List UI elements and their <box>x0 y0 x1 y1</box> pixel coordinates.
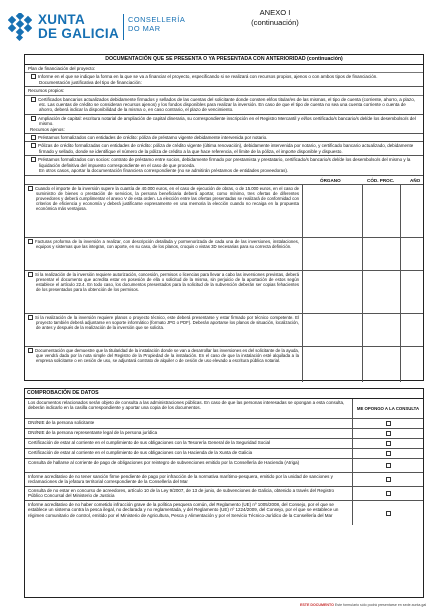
oppose-checkbox[interactable] <box>386 511 391 516</box>
organ-cell[interactable] <box>303 185 363 237</box>
partner-loans-checkbox[interactable] <box>31 157 36 162</box>
annex-subtitle: (continuación) <box>251 18 299 27</box>
procedure-code-header: CÓD. PROC. <box>367 177 395 183</box>
dept-line-1: CONSELLERÍA <box>128 15 186 24</box>
plan-justification: Documentación justificativa del tipo de financiación: <box>39 79 142 85</box>
section-title: DOCUMENTACIÓN QUE SE PRESENTA O YA PRESENTADA CON ANTERIORIDAD (continuación) <box>25 55 423 65</box>
check-row: DNI/NIE de la persona representante legal de la persona jurídica <box>25 429 423 439</box>
year-cell[interactable] <box>401 238 423 270</box>
organ-cell[interactable] <box>303 347 363 382</box>
own-resources-item-2: Ampliación de capital: escritura notarial de ampliación de capital dineraria, su correspondiente inscripción en el Registro Mercantil y el/los certificado/s bancario/s del/de los desembolso/s del mismo. Recursos ajenos: <box>25 115 423 134</box>
external-resources-item-3: Préstamos formalizados con socios: contrato de préstamo entre socios, debidamente firmado por prestamista y prestatario, certificado/s bancario/s del/de los desembolso/s del mismo y la liquidación definitiva del impuesto correspondiente en el caso de que proceda. En otros casos, aportar la documentación financiera correspondiente (no se admitirán préstamos de entidades proveedoras). <box>25 156 423 175</box>
oppose-checkbox[interactable] <box>386 451 391 456</box>
check-title: COMPROBACIÓN DE DATOS <box>25 389 423 399</box>
check-intro: Los documentos relacionados serán objeto de consulta a las administraciones públicas. En caso de que las personas interesadas se opongan a esta consulta, deberán indicarlo en la casilla correspondiente y aportar una copia de los documentos. <box>25 399 353 418</box>
grid-checkbox[interactable] <box>28 239 33 244</box>
organ-header: ÓRGANO <box>320 177 341 183</box>
grid-row: Si la realización de la inversión requiere planos o proyecto técnico, este deberá presentarse y estar firmado por técnico competente. El proyecto también deberá adjuntarse en soporte informático (formato JPG o PDF). Deberán aportarse los planos de situación, localización, de antes y después de la realización de la inversión que se solicita. <box>25 314 423 347</box>
own-resources-label: Recursos propios: <box>25 87 423 95</box>
check-row: Certificación de estar al corriente en el cumplimiento de sus obligaciones con la Tesorería General de la Seguridad Social <box>25 439 423 449</box>
check-row: Informe acreditativo de no haber cometido infracción grave de la política pesquera común, del Reglamento (UE) nº 1005/2008, del Consejo, por el que se establece un sistema contra la pesca ilegal, no declarada y no reglamentada, y del Reglamento (UE) nº 1224/2009, del Consejo, por el que se establece un régimen comunitario de control, emitido por el Ministerio de Agricultura, Pesca y Alimentación y por el Servicio Técnico-Jurídico de la Consellería del Mar <box>25 501 423 525</box>
documentation-section <box>24 54 424 381</box>
organ-cell[interactable] <box>303 271 363 313</box>
check-row: Certificación de estar al corriente en el cumplimiento de sus obligaciones con la Hacienda de la Xunta de Galicia <box>25 449 423 459</box>
dept-line-2: DO MAR <box>128 24 161 33</box>
check-row: Consulta de hallarse al corriente de pago de obligaciones por reintegro de subvenciones emitido por la Consellería de Hacienda (Atriga) <box>25 459 423 473</box>
code-cell[interactable] <box>363 238 401 270</box>
oppose-checkbox[interactable] <box>386 431 391 436</box>
footer-right: Este formulario sólo podrá presentarse en sede.xunta.gal <box>334 603 427 607</box>
brand-name <box>38 13 119 41</box>
header-divider <box>123 14 124 40</box>
grid-checkbox[interactable] <box>28 315 33 320</box>
brand-line-2: DE GALICIA <box>38 26 120 41</box>
check-row: Consulta de no estar en concurso de acreedores, artículo 10 de la Ley 9/2007, de 13 de junio, de subvenciones de Galicia, obtenido a través del Registro Público Concursal del Ministerio de Justicia <box>25 487 423 501</box>
grid-row: Documentación que demuestre que la titularidad de la instalación donde se van a desarrollar las inversiones es del solicitante de la ayuda, que vendrá dada por la nota simple del Registro de la Propiedad de la instalación. En el caso de que la instalación esté alquilada a la empresa solicitante o en cesión de uso, se adjuntará contrato de alquiler o de cesión de uso elevado a escritura pública notarial. <box>25 347 423 382</box>
external-resources-item-1: Préstamos formalizados con entidades de crédito: póliza de préstamo vigente debidamente intervenida por notario. <box>25 134 423 142</box>
year-cell[interactable] <box>401 185 423 237</box>
bank-certificates-checkbox[interactable] <box>31 97 36 102</box>
external-resources-item-2: Pólizas de crédito formalizadas con entidades de crédito: póliza de crédito vigente (última renovación), debidamente intervenida por notario, y certificado bancario actualizado, debidamente firmado y sellado, donde se identifique el número de la póliza de crédito a la que hace referencia, el límite de la póliza, el importe disponible y dispuesto. <box>25 142 423 156</box>
grid-row: Cuando el importe de la inversión supere la cuantía de 40.000 euros, en el caso de ejecución de obras, o de 15.000 euros, en el caso de suministro de bienes o prestación de servicios, la persona beneficiaria deberá aportar, como mínimo, tres ofertas de diferentes proveedores y deberá cumplimentar el anexo V de esta orden. La elección entre las ofertas presentadas se realizará de conformidad con criterios de eficiencia y economía y deberá justificarse expresamente en una memoria la elección cuando no recaiga en la propuesta económica más ventajosa. <box>25 185 423 238</box>
check-intro-row <box>25 399 423 419</box>
brand-line-1: XUNTA <box>38 12 85 27</box>
plan-label: Plan de financiación del proyecto: <box>25 65 423 73</box>
other-cases-note: En otros casos, aportar la documentación financiera correspondiente (no se admitirán préstamos de entidades proveedoras). <box>39 168 289 174</box>
grid-row: Si la realización de la inversión requiere autorización, concesión, permisos o licencias para llevar a cabo las inversiones previstas, deberá presentar el documento que acredita estar en posesión de ella o solicitud de la misma, sin perjuicio de la aportación de estos según establece el artículo 22.4. En todo caso, los documentos presentados para la solicitud de la subvención deberán ser copias fehacientes de los presentados para la obtención de los permisos. <box>25 271 423 314</box>
grid-column-headers <box>25 176 423 185</box>
annex-label <box>230 8 320 28</box>
code-cell[interactable] <box>363 314 401 346</box>
oppose-checkbox[interactable] <box>386 491 391 496</box>
annex-title: ANEXO I <box>259 8 291 17</box>
oppose-checkbox[interactable] <box>386 477 391 482</box>
oppose-header: ME OPONGO A LA CONSULTA <box>356 405 420 411</box>
grid-row: Facturas proforma de la inversión a realizar, con descripción detallada y pormenorizada de cada una de las inversiones, instalaciones, equipos y sistemas que las integran, con aporte, en su caso, de los planos, croquis o vistas 3D necesarias para su correcta definición. <box>25 238 423 271</box>
loans-checkbox[interactable] <box>31 135 36 140</box>
page-header <box>0 0 439 52</box>
year-cell[interactable] <box>401 271 423 313</box>
capital-increase-checkbox[interactable] <box>31 116 36 121</box>
grid-checkbox[interactable] <box>28 186 33 191</box>
year-cell[interactable] <box>401 347 423 382</box>
year-cell[interactable] <box>401 314 423 346</box>
organ-cell[interactable] <box>303 238 363 270</box>
code-cell[interactable] <box>363 347 401 382</box>
code-cell[interactable] <box>363 271 401 313</box>
department-name <box>128 15 185 33</box>
data-check-section <box>24 388 424 598</box>
year-header: AÑO <box>410 177 421 183</box>
own-resources-item-1: Certificados bancarios actualizados debidamente firmados y sellados de las cuentas del solicitante donde consten el/los titular/es de las mismas, el tipo de cuenta (corriente, ahorro, a plazo, etc. Las cuentas de crédito se consideran recursos ajenos) y los fondos disponibles para realizar la inversión. En caso de que el tipo de cuenta no sea una cuenta corriente o cuenta de ahorro, deberá indicar la disponibilidad de la misma o, en caso contrario, el plazo de vencimiento. <box>25 96 423 115</box>
code-cell[interactable] <box>363 185 401 237</box>
grid-checkbox[interactable] <box>28 272 33 277</box>
oppose-checkbox[interactable] <box>386 421 391 426</box>
footer-note <box>300 603 434 607</box>
organ-cell[interactable] <box>303 314 363 346</box>
oppose-checkbox[interactable] <box>386 463 391 468</box>
check-row: Informe acreditativo de no tener sanción firme pendiente de pago por infracción de la normativa marítimo-pesquera, emitido por la unidad de sanciones y reclamaciones de la jefatura territorial correspondiente de la Consellería del Mar <box>25 473 423 487</box>
external-resources-label: Recursos ajenos: <box>30 126 65 132</box>
plan-checkbox[interactable] <box>31 74 36 79</box>
check-row: DNI/NIE de la persona solicitante <box>25 419 423 429</box>
grid-checkbox[interactable] <box>28 348 33 353</box>
oppose-checkbox[interactable] <box>386 441 391 446</box>
xunta-logo-icon <box>8 13 32 41</box>
footer-left: ESTE DOCUMENTO <box>300 603 334 607</box>
plan-item: Informe en el que se indique la forma en la que se va a financiar el proyecto, especificando si se realizará con recursos propios, ajenos o con ambos tipos de financiación. Documentación justificativa del tipo de financiación: <box>25 73 423 87</box>
credit-policies-checkbox[interactable] <box>31 143 36 148</box>
